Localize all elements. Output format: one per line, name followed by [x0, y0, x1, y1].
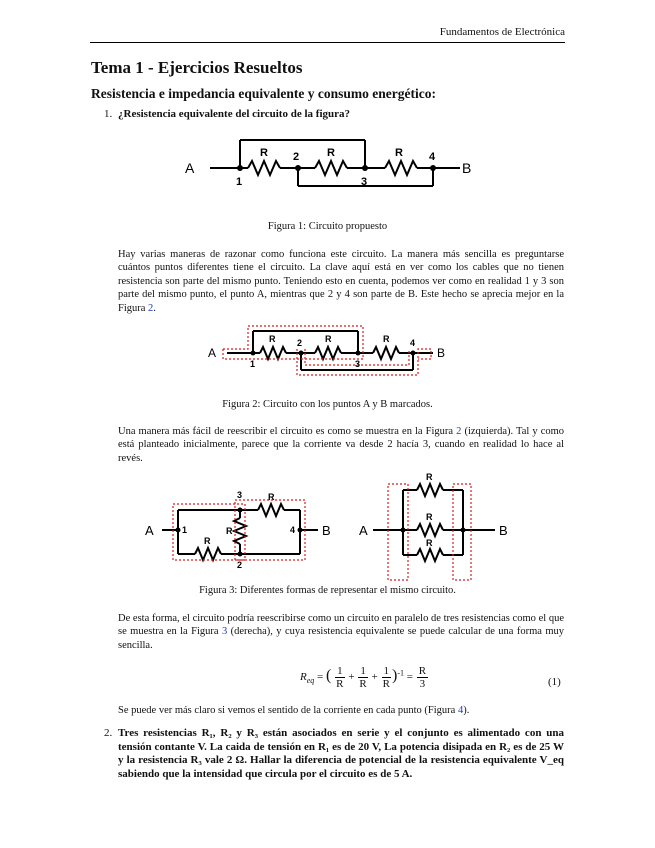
paragraph-2: [118, 425, 564, 465]
figure-2-ref-link-2[interactable]: 2: [456, 426, 462, 437]
paragraph-4-text-a: Se puede ver más claro si vemos el sentido de la corriente en cada punto (Figura: [118, 705, 456, 716]
fig2-n1: 1: [250, 359, 256, 369]
fig2-n3: 3: [355, 359, 361, 369]
fig2-n2: 2: [297, 338, 303, 348]
fig1-n1: 1: [236, 176, 243, 188]
running-title: Fundamentos de Electrónica: [439, 26, 565, 38]
question-1-text: ¿Resistencia equivalente del circuito de la figura?: [118, 108, 350, 120]
fig1-r3: R: [395, 147, 403, 159]
fig3r-label-b: B: [499, 523, 508, 538]
eq-frac3-num: 1: [383, 665, 390, 677]
fig1-n4: 4: [429, 151, 436, 163]
question-2-text: Tres resistencias R₁, R₂ y R₃ están asociados en serie y el conjunto es alimentado con una tensión contante V. La caida de tensión en R₁ es de 20 V, La potencia disipada en R₂ es de 25 W y la resistencia R₃ vale 2 Ω. Hallar la diferencia de potencial de la resistencia equivalente V_eq sabiendo que la intensidad que circula por el circuito es de 5 A.: [118, 727, 564, 780]
eq-frac3-den: R: [382, 678, 390, 690]
fig2-r1: R: [269, 334, 276, 344]
paragraph-3: [118, 612, 564, 652]
eq-frac1-den: R: [336, 678, 344, 690]
figure-2-circuit: [205, 322, 450, 382]
fig2-n4: 4: [410, 338, 416, 348]
eq-lhs: R: [300, 671, 307, 684]
fig1-r2: R: [327, 147, 335, 159]
fig1-label-a: A: [185, 160, 195, 176]
fig2-r3: R: [383, 334, 390, 344]
fig3l-r1: R: [204, 536, 211, 546]
eq-equals-2: =: [406, 671, 413, 684]
fig3l-label-b: B: [322, 523, 331, 538]
fig3l-n3: 3: [237, 490, 243, 500]
fig2-label-a: A: [208, 346, 217, 360]
equation-1: $R_{eq}$ = ( $\frac{1}{R}$ + $\frac{1}{R}$ + $\frac{1}{R}$ )$^{-1}$ = $\frac{R}{3}$: [300, 665, 427, 690]
fig2-label-b: B: [437, 346, 446, 360]
figure-1-caption: Figura 1: Circuito propuesto: [267, 221, 388, 232]
eq-frac2-num: 1: [360, 665, 366, 677]
paragraph-4: [118, 704, 564, 717]
question-1-number: 1.: [104, 108, 113, 120]
figure-1-circuit: [180, 132, 480, 192]
fig3r-r2: R: [426, 512, 433, 522]
eq-frac1-num: 1: [337, 665, 343, 677]
running-header: [90, 26, 565, 43]
paragraph-2-text-b: (izquierda). Tal y como está planteado inicialmente, parece que la corriente va desde 2 hacía 3, cuando en realidad lo hace al revés.: [118, 426, 565, 464]
fig3r-r3: R: [426, 538, 433, 548]
fig3l-r3: R: [268, 492, 275, 502]
figure-4-ref-link[interactable]: 4: [457, 705, 464, 716]
section-heading: Resistencia e impedancia equivalente y consumo energético:: [91, 86, 436, 101]
paragraph-1-text: Hay varias maneras de razonar como funciona este circuito. La manera más sencilla es preguntarse cuántos puntos diferentes tiene el circuito. La clave aquí está en ver como los cables que no tienen resistencia son parte del mismo punto. Teniendo esto en cuenta, podemos ver como en realidad 1 y 3 son parte del mismo punto, el punto A, mientras que 2 y 4 son parte de B. Este hecho se aprecia mejor en la Figura: [118, 249, 564, 314]
fig3l-r2: R: [226, 526, 233, 536]
paragraph-3-text-b: (derecha), y cuya resistencia equivalente se puede calcular de una forma muy sencilla.: [118, 626, 565, 651]
eq-plus-2: +: [371, 671, 378, 684]
page-title: Tema 1 - Ejercicios Resueltos: [91, 58, 303, 77]
fig3l-label-a: A: [145, 523, 154, 538]
fig2-r2: R: [325, 334, 332, 344]
paragraph-4-text-b: ).: [463, 705, 470, 716]
eq-result-den: 3: [419, 678, 426, 690]
eq-result-num: R: [418, 665, 427, 677]
figure-2-ref-link[interactable]: 2: [148, 302, 154, 314]
eq-lhs-sub: eq: [306, 676, 315, 686]
figure-3-left-circuit: [140, 486, 345, 576]
fig3l-n4: 4: [290, 525, 296, 535]
paragraph-3-text-a: De esta forma, el circuito podría reescribirse como un circuito en paralelo de tres resistencias como el que se muestra en la Figura: [118, 613, 564, 638]
eq-power: -1: [397, 668, 405, 678]
eq-plus-1: +: [348, 671, 355, 684]
paragraph-1-end: .: [153, 302, 156, 314]
fig3l-n2: 2: [237, 560, 243, 570]
paragraph-1: [118, 248, 564, 315]
question-1: [104, 108, 350, 120]
figure-3-ref-link[interactable]: 3: [221, 626, 228, 638]
paragraph-2-text-a: Una manera más fácil de reescribir el circuito es como se muestra en la Figura: [118, 426, 454, 437]
fig3r-label-a: A: [359, 523, 368, 538]
fig3l-n1: 1: [182, 525, 188, 535]
question-2-number: 2.: [104, 727, 113, 739]
figure-3-caption: Figura 3: Diferentes formas de representar el mismo circuito.: [199, 585, 456, 596]
fig1-n2: 2: [293, 151, 300, 163]
figure-3-right-circuit: [355, 470, 525, 582]
eq-equals: =: [317, 671, 324, 684]
figure-2-caption: Figura 2: Circuito con los puntos A y B marcados.: [222, 399, 433, 410]
equation-number: (1): [548, 676, 561, 688]
fig1-label-b: B: [462, 160, 472, 176]
eq-frac2-den: R: [359, 678, 367, 690]
fig3r-r1: R: [426, 472, 433, 482]
question-2: [104, 727, 564, 781]
fig1-r1: R: [260, 147, 268, 159]
fig1-n3: 3: [361, 176, 368, 188]
